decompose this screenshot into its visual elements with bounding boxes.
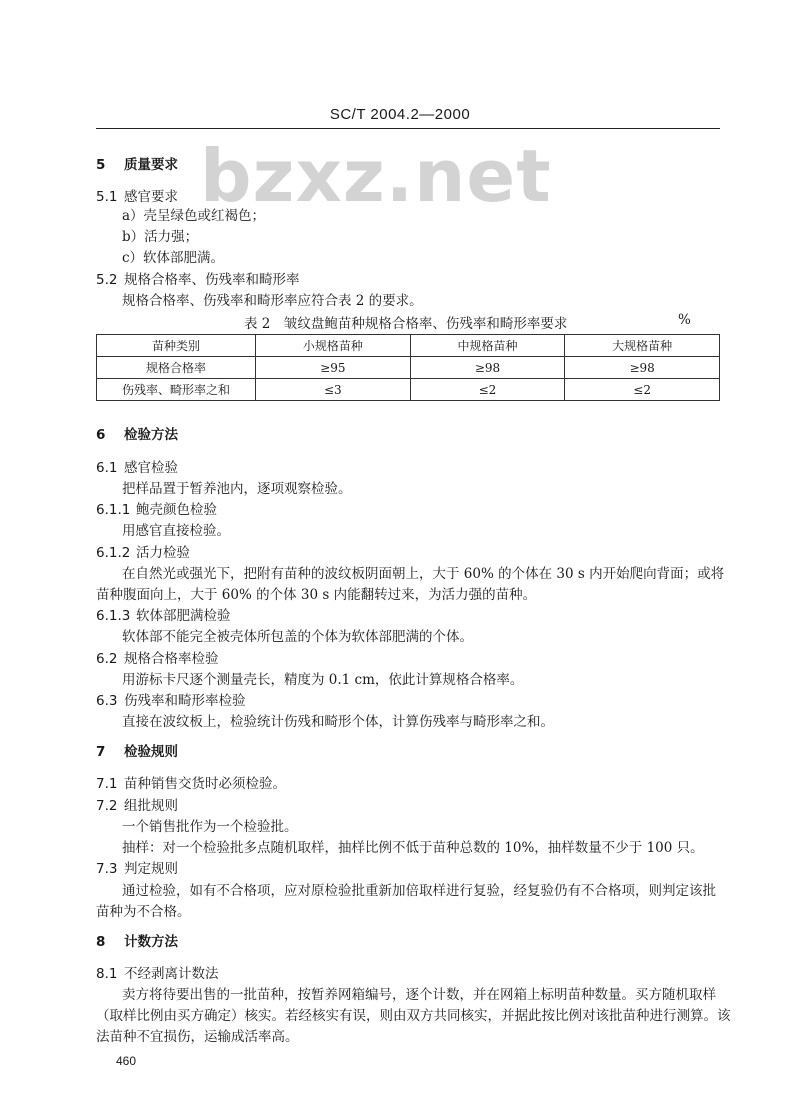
table-header-cell: 大规格苗种 bbox=[565, 335, 720, 357]
line-text: 用游标卡尺逐个测量壳长，精度为 0.1 cm，依此计算规格合格率。 bbox=[122, 672, 524, 688]
line-text: 用感官直接检验。 bbox=[122, 523, 230, 539]
section-number: 8 bbox=[96, 934, 106, 950]
line-text: 软体部肥满检验 bbox=[136, 608, 231, 624]
table-cell: ≥95 bbox=[256, 357, 411, 379]
line-text: 把样品置于暂养池内，逐项观察检验。 bbox=[122, 481, 352, 497]
table-cell: 规格合格率 bbox=[97, 357, 256, 379]
table-cell: ≤3 bbox=[256, 379, 411, 401]
paragraph-line bbox=[122, 881, 716, 901]
line-text: 检验方法 bbox=[124, 427, 178, 443]
section-number: 6.2 bbox=[96, 651, 118, 667]
table-cell: ≤2 bbox=[565, 379, 720, 401]
line-text: 卖方将待要出售的一批苗种，按暂养网箱编号，逐个计数，并在网箱上标明苗种数量。买方随机取样 bbox=[122, 987, 716, 1003]
section-heading bbox=[96, 500, 217, 520]
line-text: 在自然光或强光下，把附有苗种的波纹板阴面朝上，大于 60% 的个体在 30 s 内开始爬向背面；或将 bbox=[122, 566, 725, 582]
line-text: 伤残率和畸形率检验 bbox=[124, 693, 246, 709]
section-heading bbox=[96, 796, 178, 816]
paragraph-line bbox=[96, 1027, 299, 1047]
section-heading bbox=[96, 859, 178, 879]
watermark: bzxz.net bbox=[200, 134, 552, 218]
section-number: 5.1 bbox=[96, 189, 118, 205]
table-cell: ≥98 bbox=[565, 357, 720, 379]
line-text: c）软体部肥满。 bbox=[122, 250, 225, 266]
section-number: 6.1.1 bbox=[96, 502, 131, 518]
line-text: 苗种为不合格。 bbox=[96, 904, 191, 920]
line-text: 感官检验 bbox=[124, 460, 178, 476]
line-text: 抽样：对一个检验批多点随机取样，抽样比例不低于苗种总数的 10%，抽样数量不少于 100 只。 bbox=[122, 840, 704, 856]
paragraph-line bbox=[96, 902, 191, 922]
paragraph-line bbox=[122, 627, 473, 647]
table-row bbox=[97, 357, 720, 379]
section-number: 7.2 bbox=[96, 798, 118, 814]
line-text: 活力检验 bbox=[136, 545, 190, 561]
paragraph-line bbox=[122, 838, 704, 858]
section-heading bbox=[96, 691, 246, 711]
section-heading bbox=[96, 155, 178, 175]
line-text: 判定规则 bbox=[124, 861, 178, 877]
table-unit: % bbox=[678, 312, 691, 328]
section-number: 7.3 bbox=[96, 861, 118, 877]
line-text: 规格合格率、伤残率和畸形率应符合表 2 的要求。 bbox=[122, 293, 423, 309]
line-text: 规格合格率、伤残率和畸形率 bbox=[124, 272, 300, 288]
requirements-table bbox=[96, 334, 720, 401]
line-text: 计数方法 bbox=[124, 934, 178, 950]
table-row bbox=[97, 379, 720, 401]
paragraph-line bbox=[122, 479, 352, 499]
line-text: 苗种销售交货时必须检验。 bbox=[124, 776, 286, 792]
paragraph-line bbox=[122, 227, 198, 247]
line-text: 检验规则 bbox=[124, 744, 178, 760]
table-cell: 伤残率、畸形率之和 bbox=[97, 379, 256, 401]
line-text: 苗种腹面向上，大于 60% 的个体 30 s 内能翻转过来，为活力强的苗种。 bbox=[96, 587, 537, 603]
paragraph-line bbox=[122, 985, 716, 1005]
paragraph-line bbox=[122, 248, 224, 268]
paragraph-line bbox=[96, 585, 536, 605]
table-header-row bbox=[97, 335, 720, 357]
paragraph-line bbox=[122, 521, 230, 541]
line-text: 规格合格率检验 bbox=[124, 651, 219, 667]
section-number: 7.1 bbox=[96, 776, 118, 792]
table-cell: ≥98 bbox=[410, 357, 565, 379]
section-number: 6.1.3 bbox=[96, 608, 131, 624]
line-text: 直接在波纹板上，检验统计伤残和畸形个体，计算伤残率与畸形率之和。 bbox=[122, 714, 554, 730]
paragraph-line bbox=[122, 291, 423, 311]
table-caption bbox=[96, 312, 720, 332]
section-number: 7 bbox=[96, 744, 106, 760]
line-text: 软体部不能完全被壳体所包盖的个体为软体部肥满的个体。 bbox=[122, 629, 473, 645]
section-heading bbox=[96, 932, 178, 952]
paragraph-line bbox=[122, 564, 724, 584]
line-text: 鲍壳颜色检验 bbox=[136, 502, 217, 518]
paragraph-line bbox=[122, 712, 554, 732]
line-text: 组批规则 bbox=[124, 798, 178, 814]
section-heading bbox=[96, 425, 178, 445]
section-number: 5.2 bbox=[96, 272, 118, 288]
section-heading bbox=[96, 774, 286, 794]
line-text: b）活力强； bbox=[122, 229, 199, 245]
table-cell: ≤2 bbox=[410, 379, 565, 401]
header-rule bbox=[96, 128, 720, 129]
line-text: 通过检验，如有不合格项，应对原检验批重新加倍取样进行复验，经复验仍有不合格项，则判定该批 bbox=[122, 883, 716, 899]
paragraph-line bbox=[122, 817, 298, 837]
section-number: 8.1 bbox=[96, 966, 118, 982]
section-heading bbox=[96, 649, 219, 669]
section-heading bbox=[96, 742, 178, 762]
section-number: 6 bbox=[96, 427, 106, 443]
section-heading bbox=[96, 270, 300, 290]
line-text: 不经剥离计数法 bbox=[124, 966, 219, 982]
page-number: 460 bbox=[116, 1054, 137, 1068]
line-text: a）壳呈绿色或红褐色； bbox=[122, 208, 266, 224]
section-heading bbox=[96, 964, 219, 984]
standard-code: SC/T 2004.2—2000 bbox=[329, 106, 471, 123]
line-text: 质量要求 bbox=[124, 157, 178, 173]
paragraph-line bbox=[122, 206, 265, 226]
section-heading bbox=[96, 606, 231, 626]
line-text: 法苗种不宜损伤，运输成活率高。 bbox=[96, 1029, 299, 1045]
table-title: 表 2 皱纹盘鲍苗种规格合格率、伤残率和畸形率要求 bbox=[244, 316, 568, 332]
section-heading bbox=[96, 458, 178, 478]
section-number: 6.3 bbox=[96, 693, 118, 709]
table-header-cell: 中规格苗种 bbox=[410, 335, 565, 357]
section-heading bbox=[96, 543, 190, 563]
table-header-cell: 小规格苗种 bbox=[256, 335, 411, 357]
section-number: 6.1 bbox=[96, 460, 118, 476]
paragraph-line bbox=[96, 1006, 731, 1026]
line-text: 感官要求 bbox=[124, 189, 178, 205]
line-text: 一个销售批作为一个检验批。 bbox=[122, 819, 298, 835]
paragraph-line bbox=[122, 670, 523, 690]
section-number: 6.1.2 bbox=[96, 545, 131, 561]
section-number: 5 bbox=[96, 157, 106, 173]
line-text: （取样比例由买方确定）核实。若经核实有误，则由双方共同核实，并据此按比例对该批苗种进行测算。该 bbox=[96, 1008, 731, 1024]
table-header-cell: 苗种类别 bbox=[97, 335, 256, 357]
section-heading bbox=[96, 187, 178, 207]
